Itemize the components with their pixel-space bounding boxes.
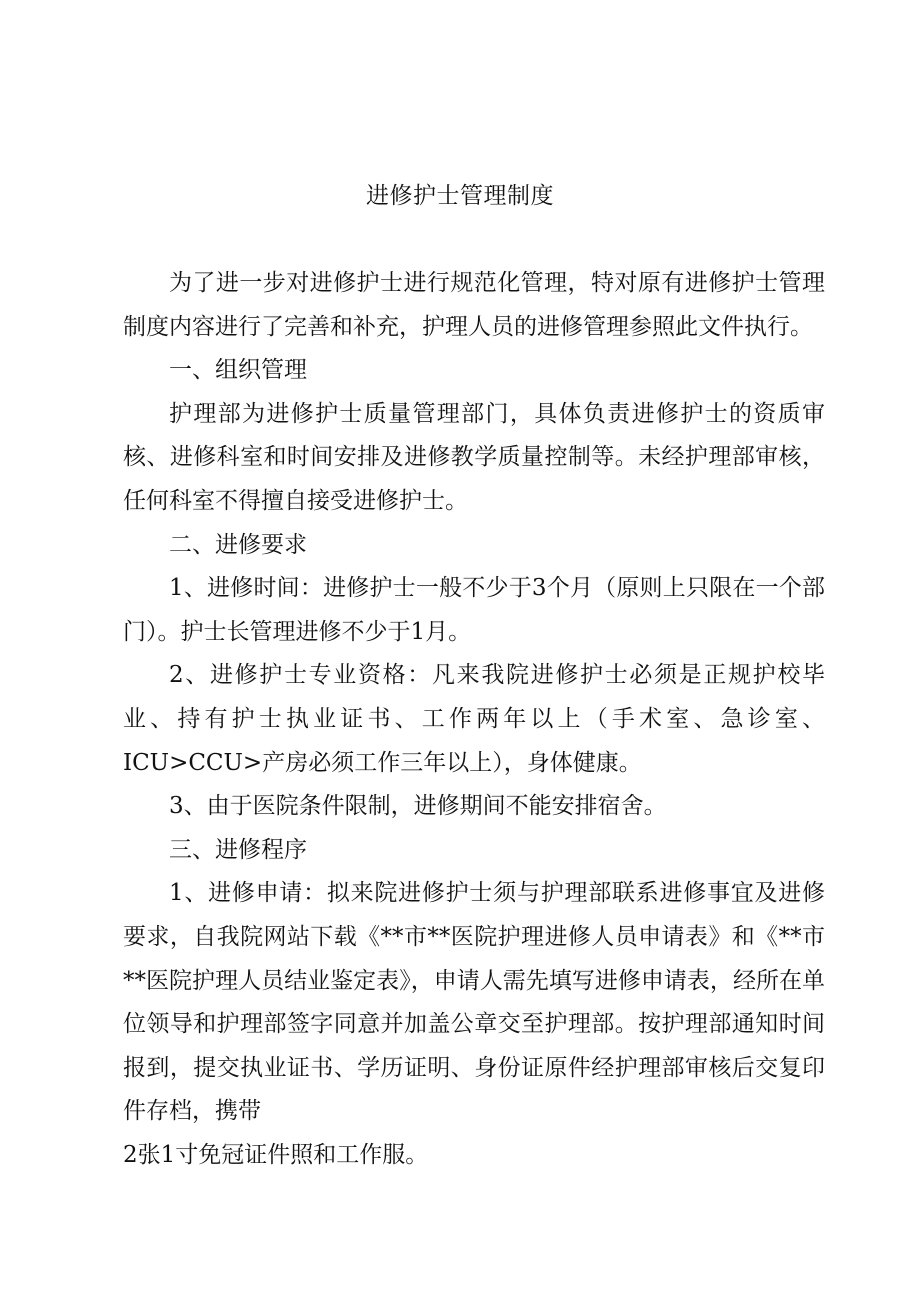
organization-paragraph: 护理部为进修护士质量管理部门，具体负责进修护士的资质审核、进修科室和时间安排及进修教学质量控制等。未经护理部审核，任何科室不得擅自接受进修护士。 bbox=[123, 400, 825, 514]
requirement-item-1: 1、进修时间：进修护士一般不少于3个月（原则上只限在一个部门）。护士长管理进修不少于1月。 bbox=[123, 575, 825, 645]
intro-paragraph: 为了进一步对进修护士进行规范化管理，特对原有进修护士管理制度内容进行了完善和补充，护理人员的进修管理参照此文件执行。 bbox=[123, 270, 825, 340]
document-body bbox=[123, 262, 825, 1177]
procedure-item-1: 1、进修申请：拟来院进修护士须与护理部联系进修事宜及进修要求，自我院网站下载《**市**医院护理进修人员申请表》和《**市**医院护理人员结业鉴定表》，申请人需先填写进修申请表，经所在单位领导和护理部签字同意并加盖公章交至护理部。按护理部通知时间报到，提交执业证书、学历证明、身份证原件经护理部审核后交复印件存档，携带 bbox=[123, 880, 825, 1125]
section-heading-requirements: 二、进修要求 bbox=[169, 531, 307, 558]
section-heading-organization: 一、组织管理 bbox=[169, 357, 307, 384]
section-heading-procedure: 三、进修程序 bbox=[169, 836, 307, 863]
requirement-item-3: 3、由于医院条件限制，进修期间不能安排宿舍。 bbox=[169, 793, 667, 820]
document-title: 进修护士管理制度 bbox=[366, 183, 554, 209]
procedure-item-1-continuation: 2张1寸免冠证件照和工作服。 bbox=[123, 1141, 429, 1168]
requirement-item-2: 2、进修护士专业资格：凡来我院进修护士必须是正规护校毕业、持有护士执业证书、工作两年以上（手术室、急诊室、ICU>CCU>产房必须工作三年以上），身体健康。 bbox=[123, 662, 825, 776]
